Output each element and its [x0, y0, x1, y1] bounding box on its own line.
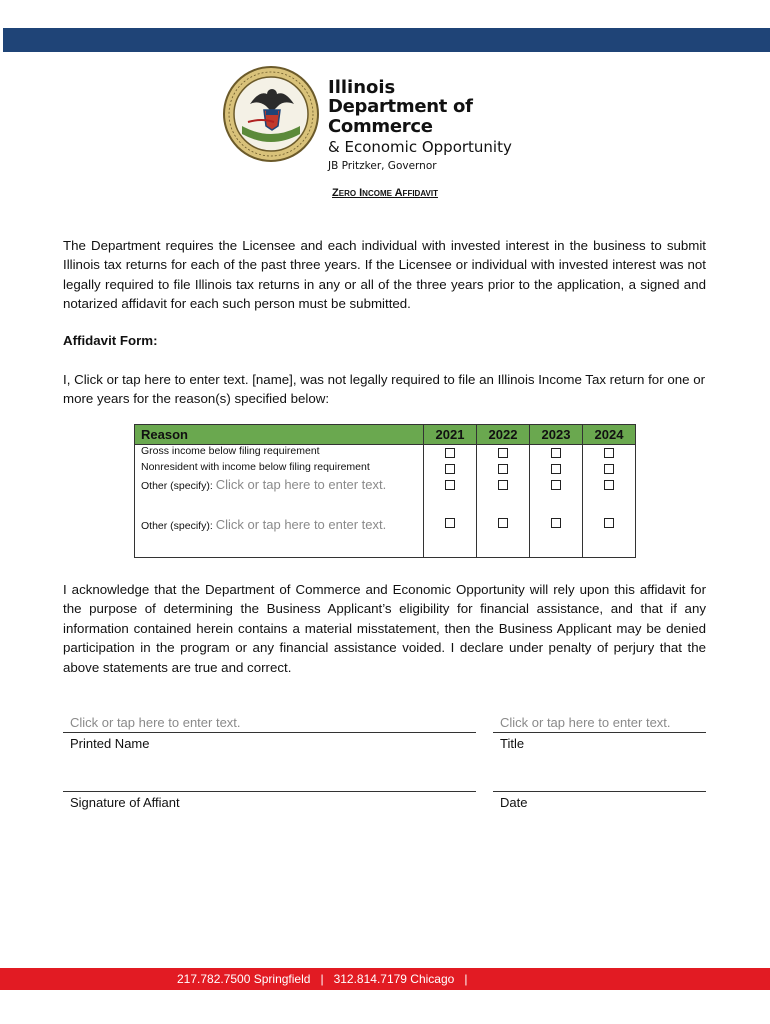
reason-label: Gross income below filing requirement	[135, 445, 424, 462]
logo-line-department: Department of Commerce	[328, 96, 473, 137]
printed-name-line	[63, 732, 476, 733]
reason-column-header: Reason	[135, 425, 424, 445]
top-banner	[3, 28, 770, 52]
reason-label: Nonresident with income below filing requirement	[135, 461, 424, 477]
other-reason-input[interactable]: Click or tap here to enter text.	[215, 477, 387, 492]
document-title: Zero Income Affidavit	[332, 187, 438, 199]
dceo-logo	[222, 64, 567, 172]
title-line	[493, 732, 706, 733]
title-input[interactable]: Click or tap here to enter text.	[500, 715, 671, 730]
title-label: Title	[500, 736, 525, 751]
statement-suffix: [name], was not legally required to file an Illinois Income Tax return for one or more years for the reason(s) specified below:	[63, 372, 706, 407]
table-header-row	[135, 425, 636, 445]
checkbox-2021[interactable]	[445, 464, 455, 474]
checkbox-2024[interactable]	[604, 518, 614, 528]
checkbox-2021[interactable]	[445, 448, 455, 458]
year-column-header: 2024	[583, 425, 636, 445]
intro-paragraph: The Department requires the Licensee and each individual with invested interest in the business to submit Illinois tax returns for each of the past three years. If the Licensee or individual with invested interest was not legally required to file Illinois tax returns in any or all of the three years prior to the application, a signed and notarized affidavit for each such person must be submitted.	[63, 238, 706, 312]
checkbox-2023[interactable]	[551, 480, 561, 490]
checkbox-2024[interactable]	[604, 464, 614, 474]
table-row	[135, 477, 636, 515]
footer-contact-text: 217.782.7500 Springfield | 312.814.7179 Chicago |	[177, 972, 468, 986]
printed-name-label: Printed Name	[70, 736, 150, 751]
checkbox-2023[interactable]	[551, 518, 561, 528]
reason-label: Other (specify):	[141, 480, 216, 492]
year-column-header: 2022	[477, 425, 530, 445]
checkbox-2022[interactable]	[498, 448, 508, 458]
reason-other-cell	[135, 515, 424, 558]
reasons-table	[134, 424, 636, 558]
checkbox-2023[interactable]	[551, 464, 561, 474]
checkbox-2022[interactable]	[498, 464, 508, 474]
table-row	[135, 461, 636, 477]
date-label: Date	[500, 795, 528, 810]
year-column-header: 2023	[530, 425, 583, 445]
affidavit-form-label: Affidavit Form:	[63, 333, 158, 348]
checkbox-2024[interactable]	[604, 480, 614, 490]
logo-line-economic: & Economic Opportunity	[328, 138, 512, 156]
checkbox-2023[interactable]	[551, 448, 561, 458]
reason-label: Other (specify):	[141, 520, 216, 532]
date-line[interactable]	[493, 791, 706, 792]
statement-paragraph	[63, 370, 706, 409]
signature-label: Signature of Affiant	[70, 795, 180, 810]
illinois-state-seal-icon	[222, 64, 320, 164]
acknowledgement-paragraph: I acknowledge that the Department of Commerce and Economic Opportunity will rely upon this affidavit for the purpose of determining the Business Applicant’s eligibility for financial assistance, and that if any information contained herein contains a material misstatement, then the Business Applicant may be denied participation in the program or any financial assistance voided. I declare under penalty of perjury that the above statements are true and correct.	[63, 582, 706, 675]
checkbox-2021[interactable]	[445, 518, 455, 528]
checkbox-2024[interactable]	[604, 448, 614, 458]
logo-line-illinois: Illinois	[328, 77, 396, 98]
other-reason-input[interactable]: Click or tap here to enter text.	[215, 517, 387, 532]
table-row	[135, 445, 636, 462]
printed-name-input[interactable]: Click or tap here to enter text.	[70, 715, 241, 730]
checkbox-2022[interactable]	[498, 518, 508, 528]
footer-bar	[0, 968, 770, 990]
signature-line[interactable]	[63, 791, 476, 792]
checkbox-2022[interactable]	[498, 480, 508, 490]
logo-line-governor: JB Pritzker, Governor	[328, 160, 437, 172]
checkbox-2021[interactable]	[445, 480, 455, 490]
statement-prefix: I,	[63, 372, 75, 387]
logo-wordmark	[328, 78, 567, 175]
table-row	[135, 515, 636, 558]
name-input[interactable]: Click or tap here to enter text.	[74, 372, 249, 387]
year-column-header: 2021	[424, 425, 477, 445]
reason-other-cell	[135, 477, 424, 515]
